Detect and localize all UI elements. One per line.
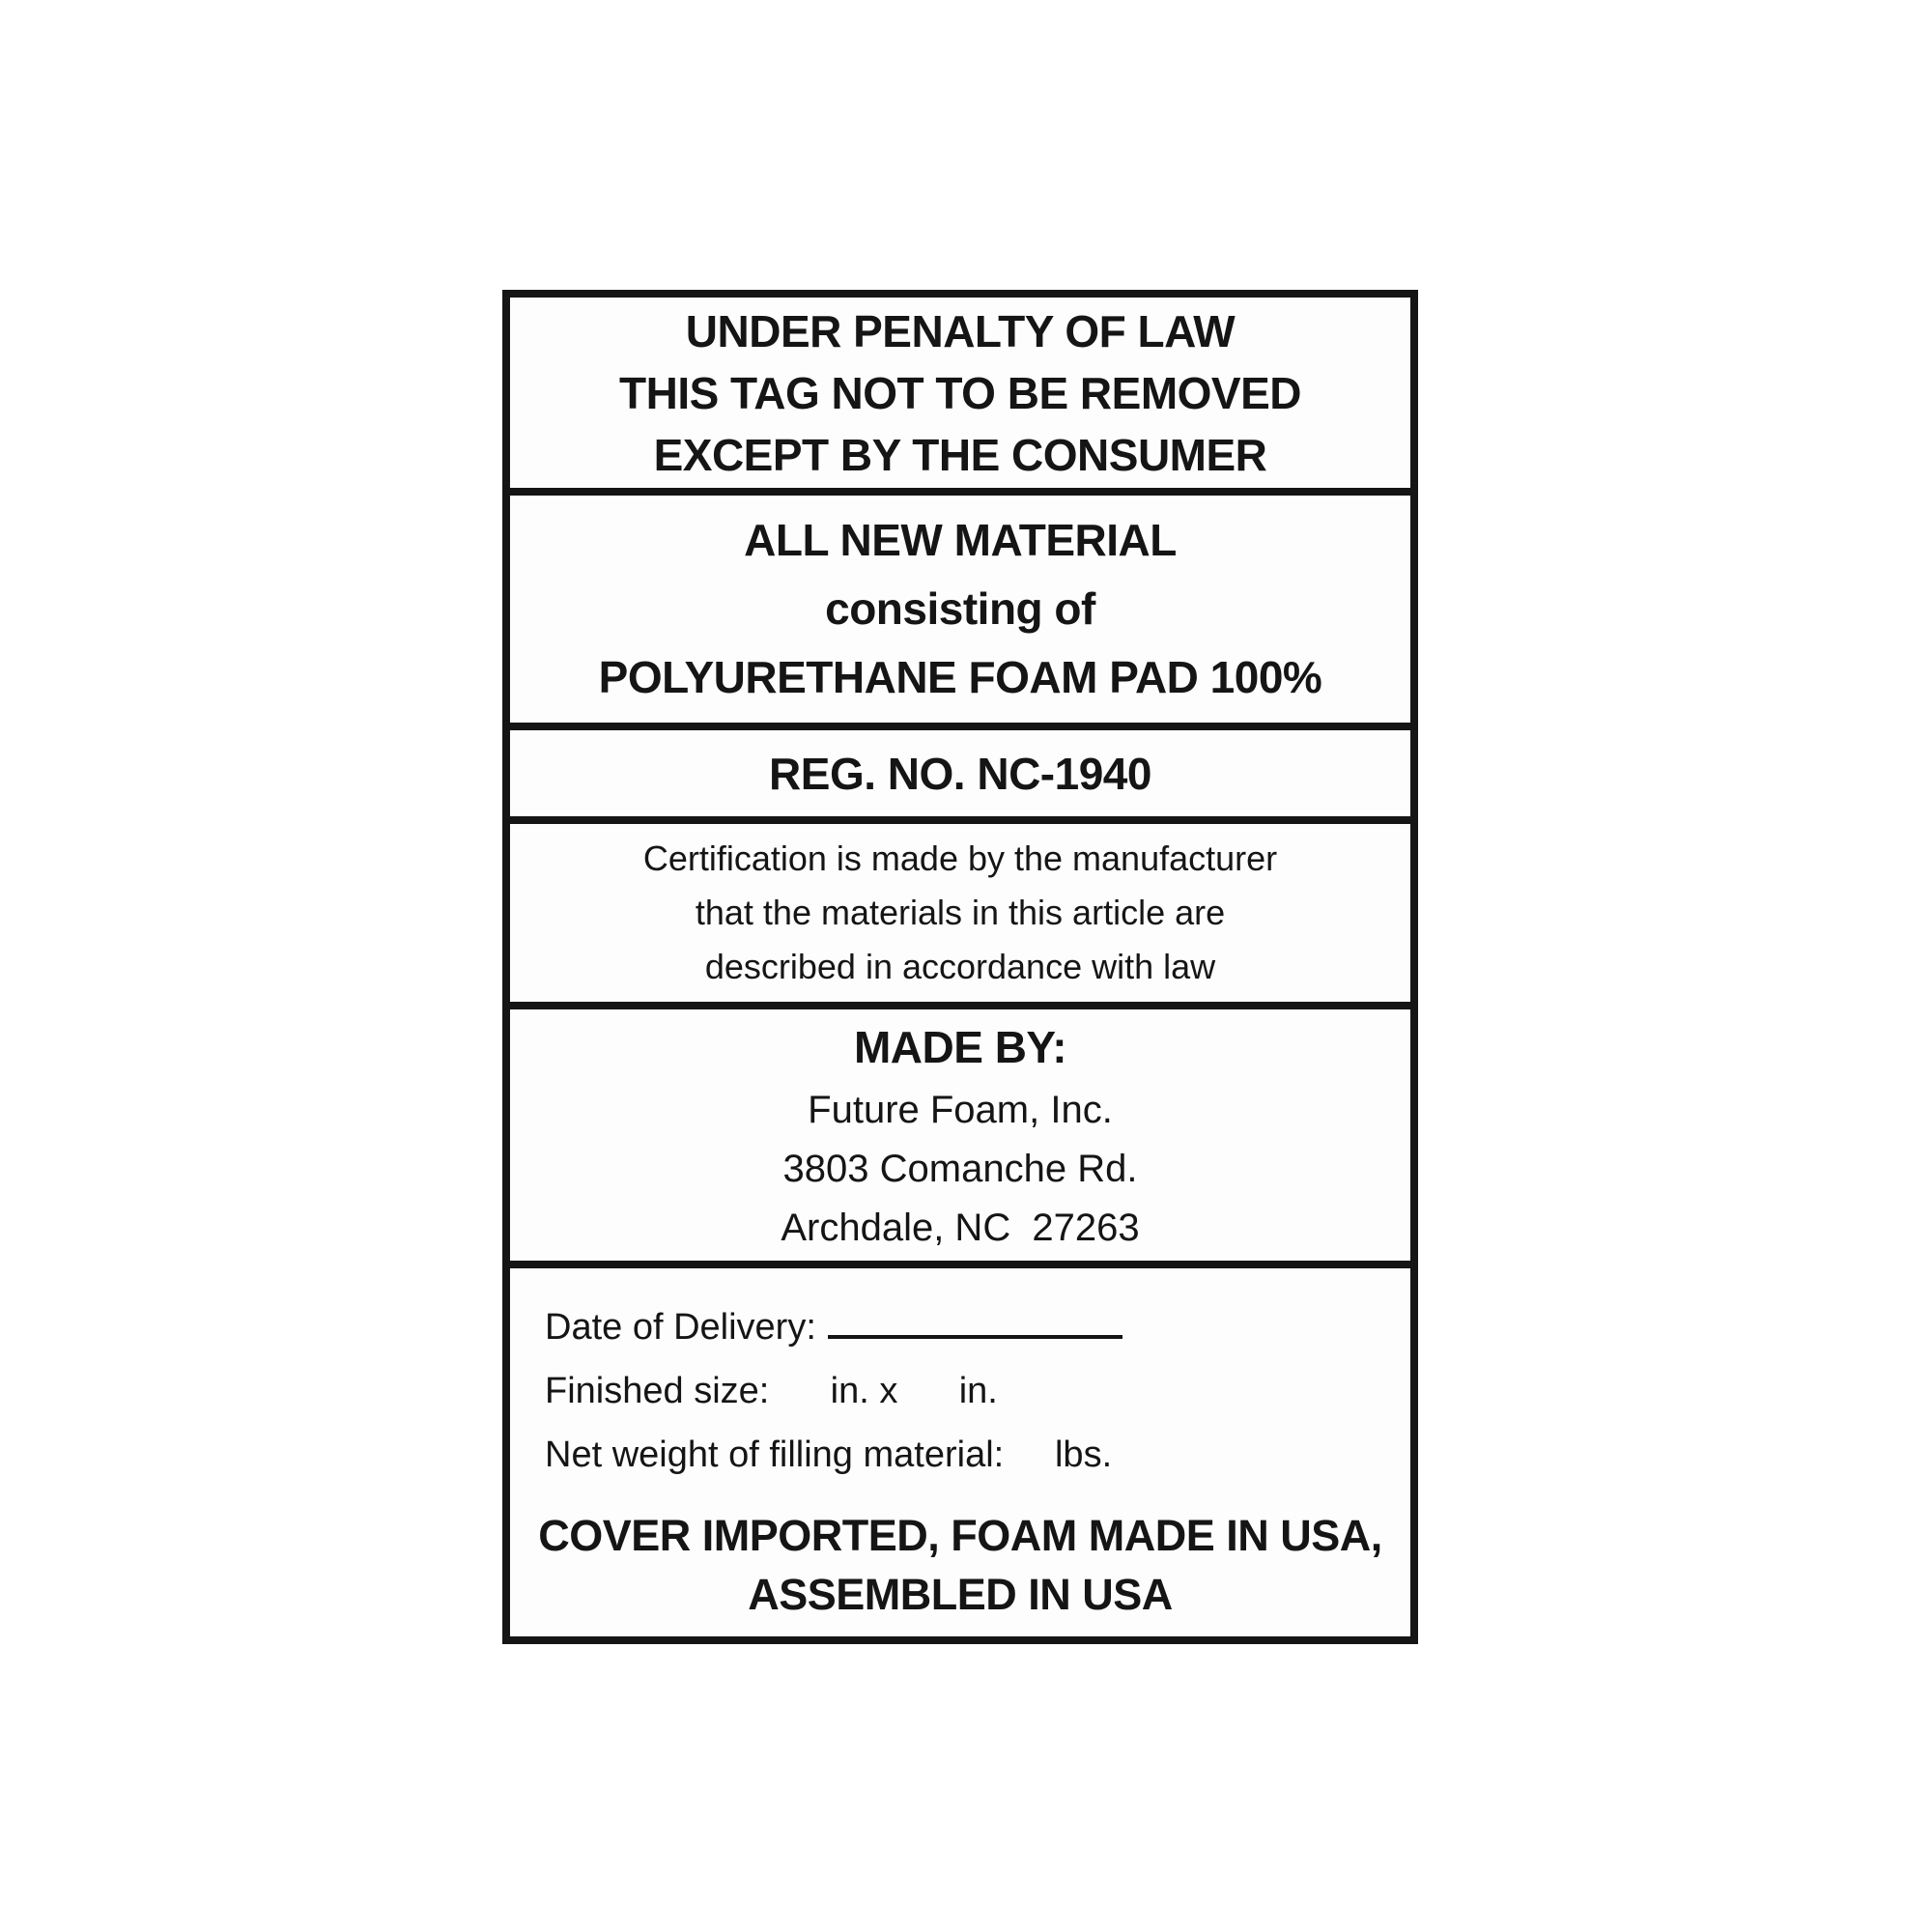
delivery-details-block [510,1295,1410,1487]
registration-number-text: REG. NO. NC-1940 [769,748,1151,799]
section-delivery-and-origin [510,1268,1410,1636]
section-made-by [510,1009,1410,1268]
certification-line: that the materials in this article are [695,893,1226,932]
penalty-line: THIS TAG NOT TO BE REMOVED [619,367,1301,418]
origin-statement-line: COVER IMPORTED, FOAM MADE IN USA, [538,1511,1382,1560]
penalty-line: EXCEPT BY THE CONSUMER [653,429,1267,480]
material-line: consisting of [825,583,1095,634]
made-by-company: Future Foam, Inc. [808,1088,1113,1131]
date-of-delivery-label: Date of Delivery: [545,1307,816,1348]
date-of-delivery-blank-line [828,1302,1122,1339]
penalty-line: UNDER PENALTY OF LAW [685,305,1236,356]
certification-line: described in accordance with law [704,947,1216,986]
made-by-street: 3803 Comanche Rd. [782,1147,1138,1190]
section-penalty-notice [510,298,1410,496]
material-line: ALL NEW MATERIAL [744,515,1177,565]
material-line: POLYURETHANE FOAM PAD 100% [598,652,1322,702]
law-label [502,290,1418,1644]
origin-statement-block [510,1506,1410,1624]
origin-statement-line: ASSEMBLED IN USA [748,1570,1173,1619]
date-of-delivery-row [545,1295,1410,1359]
net-weight-row: Net weight of filling material: lbs. [545,1435,1113,1475]
made-by-city-state-zip: Archdale, NC 27263 [781,1206,1140,1249]
section-material-contents [510,496,1410,730]
section-certification [510,824,1410,1009]
certification-line: Certification is made by the manufacturer [642,838,1278,878]
section-registration-number [510,730,1410,824]
finished-size-row: Finished size: in. x in. [545,1371,998,1411]
made-by-heading: MADE BY: [853,1021,1067,1072]
